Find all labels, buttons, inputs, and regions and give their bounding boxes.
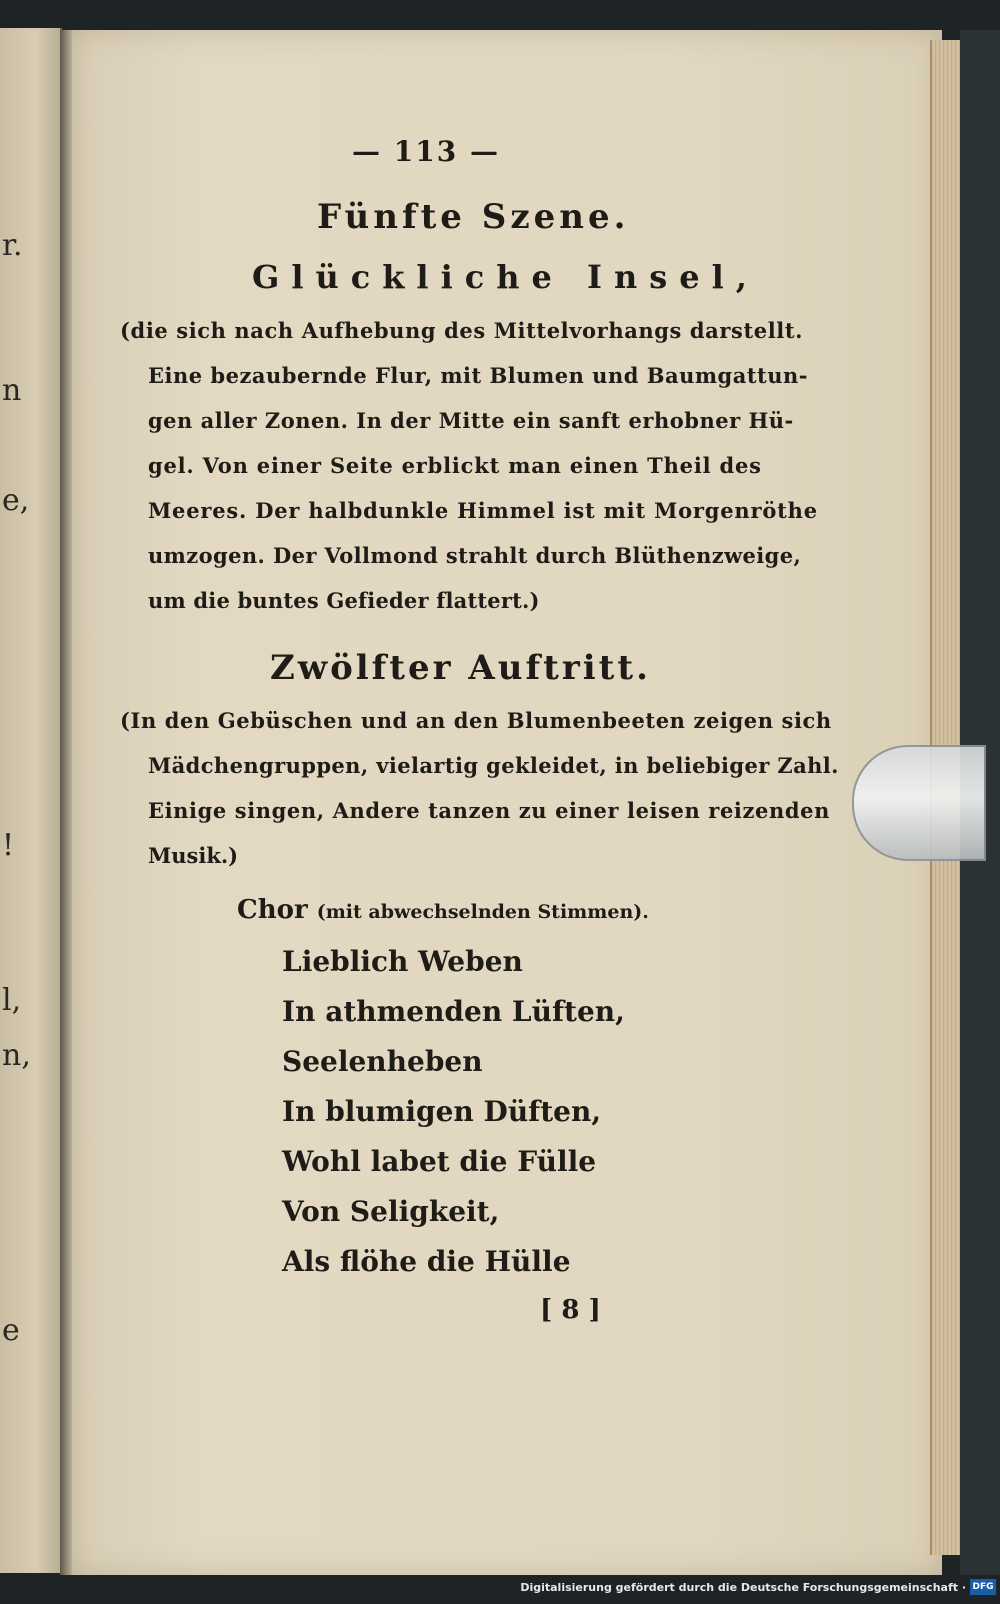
chorus-label: Chor [237, 895, 308, 925]
verse-line: Wohl labet die Fülle [282, 1145, 597, 1178]
act-heading: Zwölfter Auftritt. [270, 648, 651, 688]
left-facing-page [0, 28, 62, 1573]
left-page-fragment: r. [2, 228, 23, 263]
left-page-fragment: e, [2, 483, 30, 518]
stage-direction-line: (die sich nach Aufhebung des Mittelvorhangs darstellt. [120, 318, 804, 343]
stage-direction-line: Musik.) [148, 843, 239, 868]
stage-direction-line: gel. Von einer Seite erblickt man einen Theil des [148, 453, 762, 478]
verse-line: Von Seligkeit, [282, 1195, 500, 1228]
stage-direction-line: Mädchengruppen, vielartig gekleidet, in beliebiger Zahl. [148, 753, 839, 778]
funding-credit: Digitalisierung gefördert durch die Deutsche Forschungsgemeinschaft · [520, 1581, 966, 1594]
verse-line: Lieblich Weben [282, 945, 523, 978]
verse-line: Als flöhe die Hülle [282, 1245, 571, 1278]
verse-line: Seelenheben [282, 1045, 483, 1078]
stage-direction-line: um die buntes Gefieder flattert.) [148, 588, 540, 613]
verse-line: In athmenden Lüften, [282, 995, 625, 1028]
chorus-heading [237, 895, 649, 925]
page-number: — 113 — [352, 135, 500, 168]
left-page-fragment: ! [2, 828, 15, 863]
stage-direction-line: gen aller Zonen. In der Mitte ein sanft erhobner Hü- [148, 408, 794, 433]
stage-direction-line: Eine bezaubernde Flur, mit Blumen und Baumgattun- [148, 363, 808, 388]
stage-direction-line: umzogen. Der Vollmond strahlt durch Blüthenzweige, [148, 543, 802, 568]
scene-heading: Fünfte Szene. [317, 197, 630, 237]
verse-line: In blumigen Düften, [282, 1095, 602, 1128]
setting-title: Glückliche Insel, [252, 258, 759, 296]
left-page-fragment: e [2, 1313, 20, 1348]
dfg-logo: DFG [970, 1579, 996, 1595]
stage-direction-line: Einige singen, Andere tanzen zu einer leisen reizenden [148, 798, 830, 823]
left-page-fragment: n [2, 373, 22, 408]
chorus-note: (mit abwechselnden Stimmen). [316, 901, 649, 923]
left-page-fragment: n, [2, 1038, 31, 1073]
signature-mark: [ 8 ] [540, 1295, 601, 1325]
page-content [72, 30, 942, 1575]
stage-direction-line: Meeres. Der halbdunkle Himmel ist mit Morgenröthe [148, 498, 818, 523]
footer-bar [0, 1575, 1000, 1604]
left-page-fragment: l, [2, 983, 22, 1018]
stage-direction-line: (In den Gebüschen und an den Blumenbeeten zeigen sich [120, 708, 832, 733]
